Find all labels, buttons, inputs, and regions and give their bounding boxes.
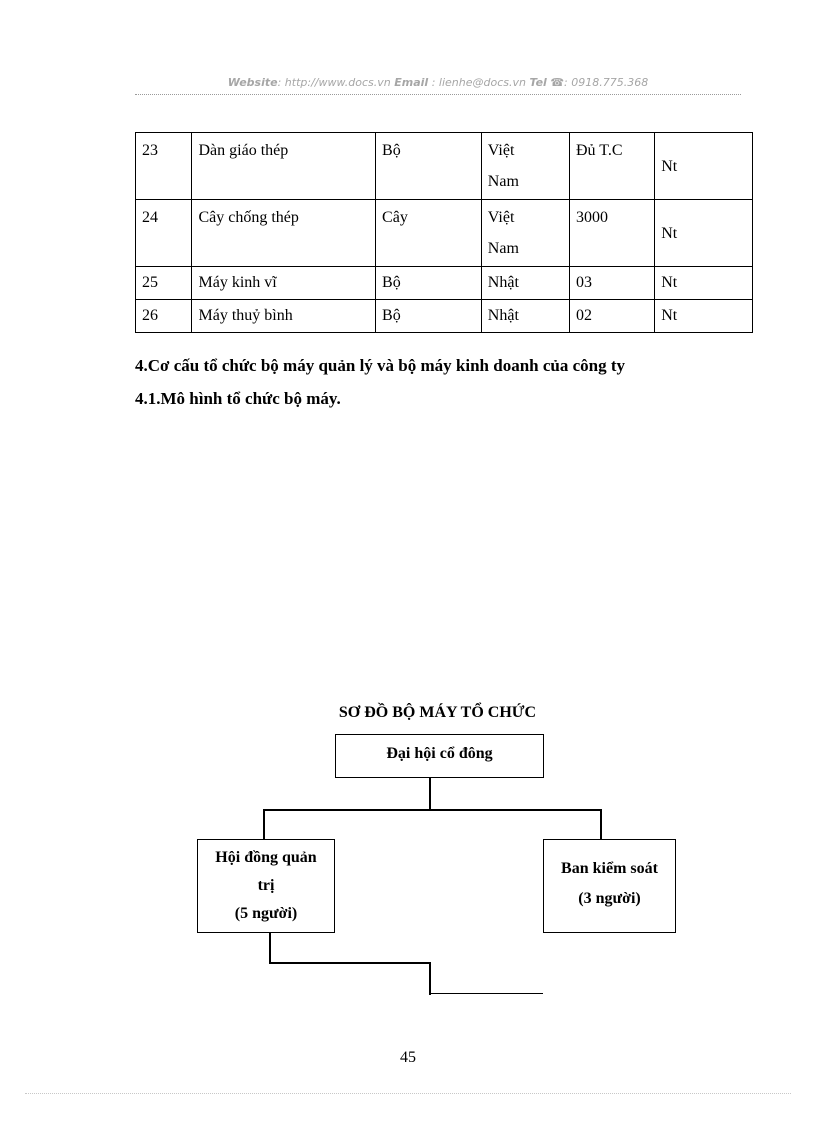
cell-qty: 03 xyxy=(569,267,654,300)
tel-value: : 0918.775.368 xyxy=(564,76,649,89)
supervisory-label-line2: (3 người) xyxy=(578,890,641,907)
tel-label: Tel xyxy=(529,76,547,89)
connector-line xyxy=(269,962,431,964)
shareholders-meeting-label: Đại hội cổ đông xyxy=(386,745,493,762)
table-row xyxy=(136,200,753,267)
origin-line2: Nam xyxy=(487,240,519,257)
email-label: Email xyxy=(394,76,429,89)
cell-origin xyxy=(481,200,569,267)
cell-qty: 02 xyxy=(569,300,654,333)
table-row xyxy=(136,267,753,300)
connector-line xyxy=(429,778,431,810)
connector-line xyxy=(269,933,271,963)
origin-line1: Việt xyxy=(487,142,515,159)
table-row xyxy=(136,133,753,200)
connector-line xyxy=(600,809,602,840)
connector-line xyxy=(263,809,602,811)
cell-note: Nt xyxy=(655,200,753,267)
cell-name: Máy thuỷ bình xyxy=(192,300,376,333)
origin-line1: Việt xyxy=(487,209,515,226)
cell-origin: Nhật xyxy=(481,300,569,333)
section-heading-4: 4.Cơ cấu tổ chức bộ máy quản lý và bộ máy kinh doanh của công ty xyxy=(135,356,626,375)
supervisory-board-box xyxy=(543,839,676,933)
cell-note: Nt xyxy=(655,267,753,300)
org-chart-title: SƠ ĐỒ BỘ MÁY TỔ CHỨC xyxy=(338,704,537,721)
cell-unit: Bộ xyxy=(376,300,482,333)
cell-name: Dàn giáo thép xyxy=(192,133,376,200)
cell-note: Nt xyxy=(655,300,753,333)
footer-divider xyxy=(25,1093,791,1094)
connector-line xyxy=(429,993,543,994)
equipment-table xyxy=(135,132,753,333)
board-label-line2: trị xyxy=(257,877,275,894)
section-heading-4-1: 4.1.Mô hình tổ chức bộ máy. xyxy=(135,389,341,408)
cell-no: 25 xyxy=(136,267,192,300)
cell-name: Cây chống thép xyxy=(192,200,376,267)
cell-no: 24 xyxy=(136,200,192,267)
phone-icon: ☎ xyxy=(550,76,565,89)
board-label-line3: (5 người) xyxy=(234,905,298,922)
shareholders-meeting-box xyxy=(335,734,544,778)
cell-unit: Bộ xyxy=(376,133,482,200)
connector-line xyxy=(429,962,431,995)
cell-note: Nt xyxy=(655,133,753,200)
supervisory-label-line1: Ban kiểm soát xyxy=(561,860,658,877)
cell-origin: Nhật xyxy=(481,267,569,300)
cell-qty: Đủ T.C xyxy=(569,133,654,200)
cell-unit: Cây xyxy=(376,200,482,267)
header-divider xyxy=(135,94,741,95)
website-label: Website xyxy=(227,76,278,89)
cell-no: 23 xyxy=(136,133,192,200)
cell-unit: Bộ xyxy=(376,267,482,300)
website-value: : http://www.docs.vn xyxy=(277,76,391,89)
connector-line xyxy=(263,809,265,840)
page-number: 45 xyxy=(400,1049,416,1066)
board-label-line1: Hội đồng quản xyxy=(215,849,317,866)
cell-name: Máy kinh vĩ xyxy=(192,267,376,300)
table-row xyxy=(136,300,753,333)
board-of-directors-box xyxy=(197,839,335,933)
page-header xyxy=(135,76,741,89)
cell-qty: 3000 xyxy=(569,200,654,267)
cell-origin xyxy=(481,133,569,200)
origin-line2: Nam xyxy=(487,173,519,190)
cell-no: 26 xyxy=(136,300,192,333)
email-value: : lienhe@docs.vn xyxy=(431,76,526,89)
